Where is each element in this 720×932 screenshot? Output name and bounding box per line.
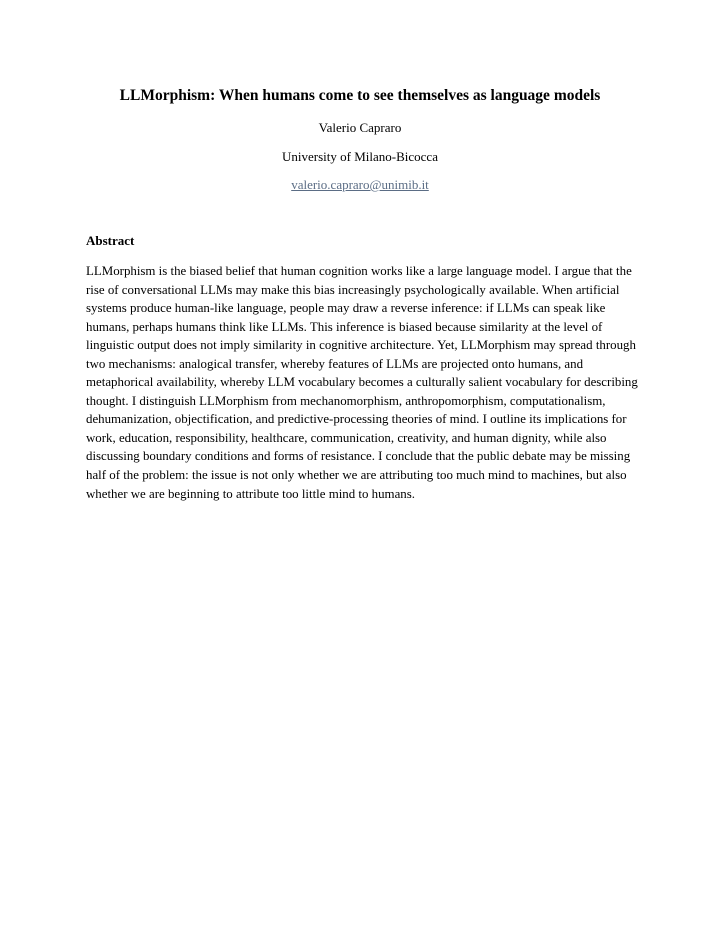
author-affiliation: University of Milano-Bicocca: [282, 149, 438, 164]
author-email-line: [0, 177, 720, 193]
author-email-link[interactable]: valerio.capraro@unimib.it: [291, 177, 429, 192]
abstract-text: LLMorphism is the biased belief that human cognition works like a large language model. I argue that the rise of conversational LLMs may make this bias increasingly psychologically available. When artificial systems produce human-like language, people may draw a reverse inference: if LLMs can speak like humans, perhaps humans think like LLMs. This inference is biased because similarity at the level of linguistic output does not imply similarity in cognitive architecture. Yet, LLMorphism may spread through two mechanisms: analogical transfer, whereby features of LLMs are projected onto humans, and metaphorical availability, whereby LLM vocabulary becomes a culturally salient vocabulary for describing thought. I distinguish LLMorphism from mechanomorphism, anthropomorphism, computationalism, dehumanization, objectification, and predictive-processing theories of mind. I outline its implications for work, education, responsibility, healthcare, communication, creativity, and human dignity, while also discussing boundary conditions and forms of resistance. I conclude that the public debate may be missing half of the problem: the issue is not only whether we are attributing too much mind to machines, but also whether we are beginning to attribute too little mind to humans.: [86, 264, 638, 501]
paper-title: LLMorphism: When humans come to see themselves as language models: [119, 87, 601, 104]
author-name: Valerio Capraro: [318, 120, 402, 135]
abstract-heading: Abstract: [86, 233, 135, 248]
